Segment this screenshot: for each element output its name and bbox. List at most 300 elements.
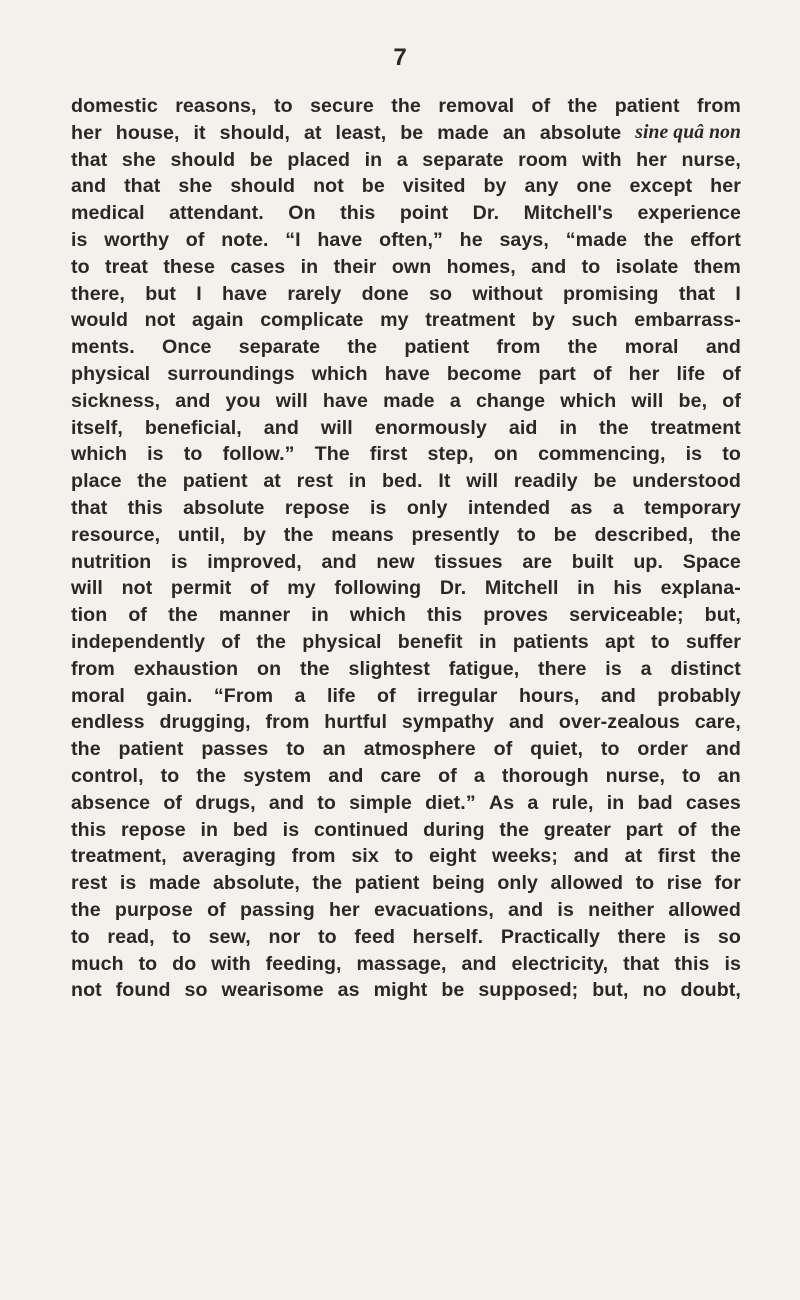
word: placed bbox=[287, 148, 351, 171]
word: from bbox=[265, 711, 310, 734]
word: to bbox=[722, 443, 741, 466]
text-line bbox=[71, 361, 741, 388]
word: to bbox=[183, 443, 203, 466]
word: supposed; bbox=[478, 979, 579, 1002]
word: care bbox=[380, 764, 422, 787]
word: and bbox=[461, 952, 497, 975]
word: should bbox=[230, 175, 296, 198]
word: rarely bbox=[287, 282, 342, 305]
word: from bbox=[291, 845, 336, 868]
word: the bbox=[499, 818, 530, 841]
word: will bbox=[275, 389, 308, 412]
text-line bbox=[71, 441, 741, 468]
word: hurtful bbox=[324, 711, 388, 734]
word: thorough bbox=[501, 764, 589, 787]
text-line bbox=[71, 602, 741, 629]
word: probably bbox=[657, 684, 741, 707]
word: the bbox=[711, 818, 741, 841]
word: allowed bbox=[550, 872, 624, 895]
word: with bbox=[582, 148, 622, 171]
text-line bbox=[71, 843, 741, 870]
word: Mitchell's bbox=[523, 202, 614, 225]
word: tion bbox=[71, 604, 108, 627]
word: there bbox=[538, 657, 587, 680]
word: so bbox=[184, 979, 208, 1002]
word: room bbox=[518, 148, 568, 171]
word: order bbox=[637, 738, 689, 761]
word: Dr. bbox=[472, 202, 500, 225]
word: patient bbox=[182, 470, 248, 493]
word: from bbox=[697, 95, 741, 117]
word: again bbox=[191, 309, 244, 332]
word: explana- bbox=[660, 577, 741, 600]
word: gain. bbox=[146, 684, 193, 707]
word: enormously bbox=[374, 416, 487, 439]
word: much bbox=[71, 952, 124, 975]
word: have bbox=[317, 228, 363, 251]
word: intended bbox=[467, 496, 551, 519]
word: found bbox=[115, 979, 171, 1002]
word: to bbox=[71, 925, 90, 948]
word: nor bbox=[268, 925, 301, 948]
word: irregular bbox=[417, 684, 498, 707]
word: to bbox=[317, 791, 336, 814]
word: eight bbox=[429, 845, 477, 868]
word: not bbox=[313, 175, 344, 198]
word: be bbox=[593, 470, 617, 493]
word: visited bbox=[402, 175, 466, 198]
word: greater bbox=[543, 818, 611, 841]
word: and bbox=[600, 684, 636, 707]
word: on bbox=[493, 443, 518, 466]
word: to bbox=[160, 764, 180, 787]
word: in bbox=[300, 255, 319, 278]
word: following bbox=[334, 577, 422, 600]
word: embarrass- bbox=[634, 309, 741, 332]
text-line bbox=[71, 629, 741, 656]
word: fatigue, bbox=[448, 657, 520, 680]
word: a bbox=[294, 684, 306, 707]
word: them bbox=[693, 255, 741, 278]
text-line bbox=[71, 870, 741, 897]
text-line bbox=[71, 575, 741, 602]
word: house, bbox=[115, 121, 180, 144]
text-line bbox=[71, 736, 741, 763]
word: manner bbox=[218, 604, 291, 627]
body-text bbox=[71, 93, 741, 1004]
word: be bbox=[400, 121, 424, 144]
word: so bbox=[717, 925, 741, 948]
word: of bbox=[677, 818, 697, 841]
word: homes, bbox=[446, 255, 516, 278]
word: and bbox=[508, 711, 545, 734]
word: part bbox=[538, 362, 576, 385]
word: is bbox=[282, 818, 300, 841]
word: over-zealous bbox=[558, 711, 680, 734]
word: at bbox=[624, 845, 643, 868]
word: would bbox=[71, 309, 129, 332]
word: that bbox=[124, 175, 161, 198]
word: nurse, bbox=[681, 148, 741, 171]
word: control, bbox=[71, 764, 144, 787]
word: the bbox=[299, 657, 330, 680]
word: the bbox=[391, 95, 421, 117]
word: bed. bbox=[381, 470, 423, 493]
word: removal bbox=[438, 95, 515, 117]
word: is bbox=[724, 952, 741, 975]
word: of bbox=[722, 389, 741, 412]
word: life bbox=[676, 362, 706, 385]
text-line bbox=[71, 817, 741, 844]
word: her bbox=[710, 175, 741, 198]
word: her bbox=[628, 362, 660, 385]
word: treat bbox=[105, 255, 148, 278]
word: part bbox=[625, 818, 664, 841]
word: a bbox=[527, 791, 539, 814]
word: up. bbox=[633, 550, 664, 573]
text-line bbox=[71, 93, 741, 120]
word: neither bbox=[588, 898, 655, 921]
word: as bbox=[570, 496, 593, 519]
word: to bbox=[273, 95, 293, 117]
text-line bbox=[71, 415, 741, 442]
word: wearisome bbox=[221, 979, 324, 1002]
word: she bbox=[178, 175, 213, 198]
word: of bbox=[185, 228, 205, 251]
word: often,” bbox=[379, 228, 443, 251]
word: note. bbox=[221, 228, 269, 251]
word: my bbox=[380, 309, 409, 332]
word: experience bbox=[637, 202, 741, 225]
word: physical bbox=[302, 630, 382, 653]
word: and bbox=[328, 764, 364, 787]
word: promising bbox=[562, 282, 659, 305]
word: one bbox=[576, 175, 612, 198]
word: might bbox=[373, 979, 428, 1002]
text-line bbox=[71, 468, 741, 495]
word: evacuations, bbox=[373, 898, 494, 921]
word: domestic bbox=[71, 95, 158, 117]
word: passing bbox=[240, 898, 315, 921]
text-line bbox=[71, 656, 741, 683]
word: be bbox=[553, 523, 577, 546]
word: exhaustion bbox=[133, 657, 239, 680]
word: of bbox=[163, 791, 183, 814]
word: to bbox=[600, 738, 620, 761]
word: point bbox=[399, 202, 449, 225]
word: of bbox=[493, 738, 513, 761]
word: he bbox=[459, 228, 483, 251]
word: change bbox=[475, 389, 546, 412]
text-line bbox=[71, 977, 741, 1004]
word: in bbox=[606, 791, 625, 814]
word: not bbox=[121, 577, 153, 600]
word: of bbox=[249, 577, 269, 600]
word: physical bbox=[71, 362, 151, 385]
word: the bbox=[643, 228, 674, 251]
word: endless bbox=[71, 711, 145, 734]
word: which bbox=[71, 443, 128, 466]
word: her bbox=[71, 121, 102, 144]
word: absolute bbox=[183, 496, 265, 519]
word: separate bbox=[422, 148, 504, 171]
word: to bbox=[138, 952, 158, 975]
word: will bbox=[320, 416, 353, 439]
word: rest bbox=[296, 470, 333, 493]
word: massage, bbox=[356, 952, 447, 975]
text-line bbox=[71, 683, 741, 710]
word: weeks; bbox=[492, 845, 558, 868]
word: will bbox=[466, 470, 499, 493]
word: so bbox=[429, 282, 453, 305]
word: made bbox=[148, 872, 201, 895]
word: averaging bbox=[182, 845, 276, 868]
word: is bbox=[683, 925, 701, 948]
word: and bbox=[71, 175, 107, 198]
word: says, bbox=[499, 228, 549, 251]
text-line bbox=[71, 924, 741, 951]
word: that bbox=[71, 496, 108, 519]
word: but bbox=[145, 282, 176, 305]
text-line bbox=[71, 307, 741, 334]
word: but, bbox=[592, 979, 629, 1002]
word: and bbox=[321, 550, 357, 573]
word: and bbox=[508, 898, 544, 921]
word: there bbox=[617, 925, 667, 948]
word: As bbox=[488, 791, 515, 814]
text-line bbox=[71, 522, 741, 549]
word: and bbox=[705, 738, 741, 761]
word: she bbox=[121, 148, 156, 171]
text-line bbox=[71, 147, 741, 174]
text-line bbox=[71, 227, 741, 254]
word: that bbox=[678, 282, 716, 305]
word: the bbox=[71, 738, 101, 761]
word: will bbox=[631, 389, 664, 412]
word: built bbox=[571, 550, 614, 573]
word: have bbox=[222, 282, 268, 305]
word: of bbox=[722, 362, 741, 385]
word: drugging, bbox=[159, 711, 251, 734]
word: which bbox=[349, 604, 406, 627]
word: in bbox=[559, 416, 578, 439]
word: the bbox=[71, 898, 101, 921]
word: aid bbox=[508, 416, 538, 439]
word: least, bbox=[335, 121, 387, 144]
word: temporary bbox=[644, 496, 741, 519]
word: repose bbox=[284, 496, 350, 519]
word: the bbox=[283, 523, 314, 546]
word: passes bbox=[201, 738, 269, 761]
word: but, bbox=[704, 604, 741, 627]
word: On bbox=[288, 202, 316, 225]
word: to bbox=[71, 255, 90, 278]
word: resource, bbox=[71, 523, 161, 546]
word: Mitchell bbox=[484, 577, 559, 600]
word: by bbox=[531, 309, 555, 332]
word: Practically bbox=[500, 925, 600, 948]
word: except bbox=[629, 175, 693, 198]
word: absence bbox=[71, 791, 151, 814]
word: serviceable; bbox=[569, 604, 684, 627]
word: understood bbox=[632, 470, 741, 493]
word: tissues bbox=[434, 550, 503, 573]
word: do bbox=[172, 952, 197, 975]
word: step, bbox=[427, 443, 474, 466]
word: suffer bbox=[685, 630, 741, 653]
word: The bbox=[314, 443, 350, 466]
word: I bbox=[196, 282, 202, 305]
word: the bbox=[599, 416, 629, 439]
word: this bbox=[127, 496, 163, 519]
word: done bbox=[361, 282, 409, 305]
word: until, bbox=[177, 523, 226, 546]
word: my bbox=[287, 577, 316, 600]
word: patient bbox=[354, 872, 420, 895]
word: a bbox=[396, 148, 408, 171]
word: rule, bbox=[551, 791, 594, 814]
word: his bbox=[613, 577, 642, 600]
word: “made bbox=[565, 228, 628, 251]
word: simple bbox=[349, 791, 412, 814]
word: not bbox=[144, 309, 176, 332]
text-line bbox=[71, 763, 741, 790]
word: bad bbox=[637, 791, 673, 814]
word: complicate bbox=[260, 309, 364, 332]
word: continued bbox=[313, 818, 409, 841]
word: in bbox=[364, 148, 383, 171]
word: moral bbox=[71, 684, 125, 707]
word: to bbox=[172, 925, 192, 948]
word: first bbox=[369, 443, 408, 466]
word: new bbox=[376, 550, 415, 573]
word: and bbox=[268, 791, 305, 814]
word: is bbox=[557, 898, 574, 921]
word: place bbox=[71, 470, 122, 493]
word: sympathy bbox=[401, 711, 495, 734]
word: you bbox=[225, 389, 261, 412]
text-line bbox=[71, 495, 741, 522]
word: in bbox=[348, 470, 367, 493]
word: system bbox=[243, 764, 312, 787]
text-line bbox=[71, 951, 741, 978]
word: repose bbox=[120, 818, 186, 841]
word: diet.” bbox=[425, 791, 476, 814]
text-line bbox=[71, 173, 741, 200]
word: follow.” bbox=[222, 443, 295, 466]
word: of bbox=[438, 764, 457, 787]
word: made bbox=[437, 121, 489, 144]
word: of bbox=[592, 362, 612, 385]
word: “I bbox=[285, 228, 301, 251]
word: to bbox=[581, 255, 601, 278]
word: this bbox=[426, 604, 463, 627]
word: the bbox=[567, 336, 598, 359]
word: an bbox=[502, 121, 526, 144]
word: the bbox=[196, 764, 227, 787]
word: improved, bbox=[207, 550, 302, 573]
text-line bbox=[71, 790, 741, 817]
word: by bbox=[242, 523, 267, 546]
word: of bbox=[531, 95, 551, 117]
word: the bbox=[567, 95, 598, 117]
word: be, bbox=[678, 389, 708, 412]
word: ments. bbox=[71, 336, 135, 359]
word: an bbox=[322, 738, 346, 761]
word: is bbox=[171, 550, 188, 573]
word: Space bbox=[682, 550, 741, 573]
word: feeding, bbox=[265, 952, 342, 975]
word: separate bbox=[238, 336, 321, 359]
word: commencing, bbox=[538, 443, 666, 466]
word: her bbox=[636, 148, 667, 171]
word: as bbox=[337, 979, 360, 1002]
word: is bbox=[685, 443, 703, 466]
word: this bbox=[674, 952, 710, 975]
word: become bbox=[446, 362, 522, 385]
word: in bbox=[577, 577, 595, 600]
word: to bbox=[394, 845, 414, 868]
page-number: 7 bbox=[393, 44, 407, 71]
word: made bbox=[383, 389, 435, 412]
word: in bbox=[311, 604, 329, 627]
word: their bbox=[333, 255, 377, 278]
text-line bbox=[71, 388, 741, 415]
word: secure bbox=[310, 95, 374, 117]
word: is bbox=[605, 657, 622, 680]
word: first bbox=[657, 845, 696, 868]
word: a bbox=[449, 389, 461, 412]
word: described, bbox=[594, 523, 694, 546]
word: reasons, bbox=[175, 95, 257, 117]
word: for bbox=[714, 872, 741, 895]
word: this bbox=[340, 202, 376, 225]
word: the bbox=[168, 604, 198, 627]
word: sew, bbox=[208, 925, 251, 948]
word: will bbox=[71, 577, 103, 600]
word: and bbox=[531, 255, 567, 278]
word: isolate bbox=[615, 255, 679, 278]
word: at bbox=[303, 121, 322, 144]
word: the bbox=[347, 336, 378, 359]
word: independently bbox=[71, 630, 206, 653]
word: be bbox=[361, 175, 385, 198]
word: “From bbox=[213, 684, 274, 707]
word: to bbox=[517, 523, 536, 546]
word: be bbox=[441, 979, 465, 1002]
word: being bbox=[432, 872, 485, 895]
word: Dr. bbox=[439, 577, 467, 600]
word: and bbox=[263, 416, 299, 439]
word: distinct bbox=[670, 657, 741, 680]
word: effort bbox=[690, 228, 741, 251]
word: without bbox=[472, 282, 543, 305]
word: the bbox=[256, 630, 287, 653]
word: by bbox=[483, 175, 507, 198]
word: with bbox=[211, 952, 251, 975]
word: and bbox=[573, 845, 609, 868]
word: I bbox=[735, 282, 741, 305]
word: which bbox=[560, 389, 617, 412]
word: patient bbox=[118, 738, 184, 761]
word: purpose bbox=[114, 898, 193, 921]
word: of bbox=[128, 604, 148, 627]
word: Once bbox=[162, 336, 212, 359]
word: treatment bbox=[425, 309, 516, 332]
word: on bbox=[257, 657, 282, 680]
word: moral bbox=[624, 336, 679, 359]
word: own bbox=[391, 255, 432, 278]
